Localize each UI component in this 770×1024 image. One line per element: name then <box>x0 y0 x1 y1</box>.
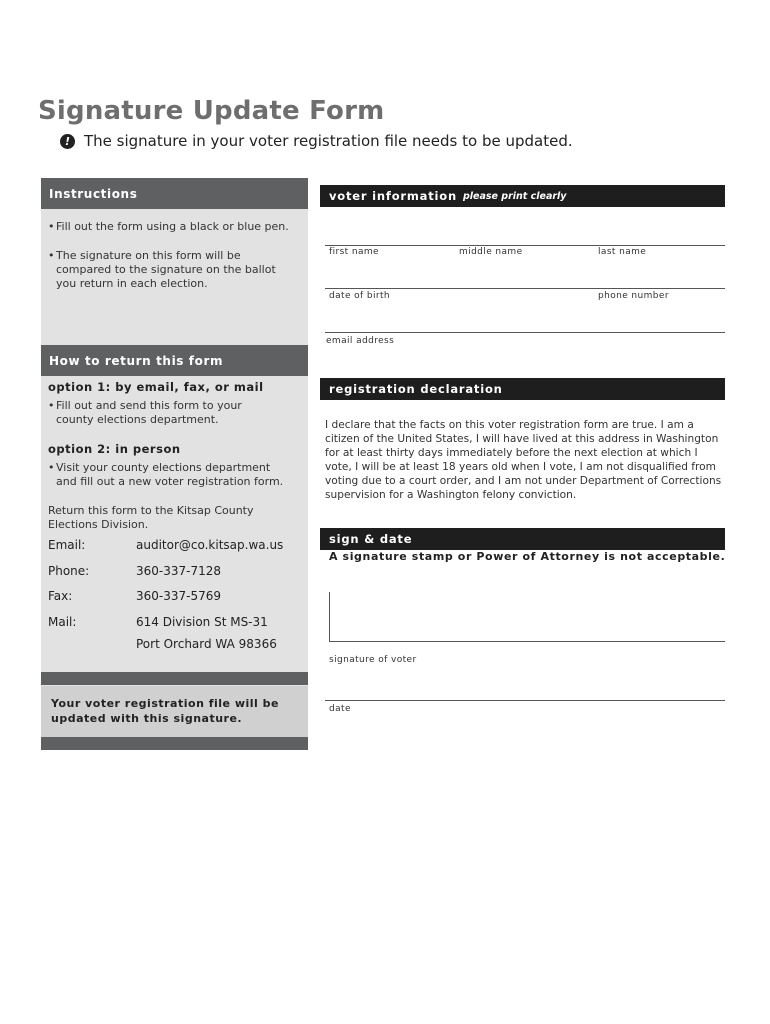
mail-label: Mail: <box>48 615 77 629</box>
option1-title: option 1: by email, fax, or mail <box>48 380 264 394</box>
option2-title: option 2: in person <box>48 442 181 456</box>
how-to-return-header: How to return this form <box>41 345 308 376</box>
instructions-panel <box>41 178 308 750</box>
instructions-header: Instructions <box>41 178 308 209</box>
name-line[interactable] <box>325 245 725 246</box>
exclamation-icon: ! <box>60 134 75 149</box>
page-title: Signature Update Form <box>38 96 385 126</box>
signature-box-edge <box>329 592 330 642</box>
date-label: date <box>329 704 351 714</box>
email-value: auditor@co.kitsap.wa.us <box>136 538 284 552</box>
mail-value: 614 Division St MS-31 Port Orchard WA 98366 <box>136 615 277 651</box>
last-name-label: last name <box>598 247 647 257</box>
alert-row <box>60 132 573 150</box>
email-address-label: email address <box>326 336 395 346</box>
phone-value: 360-337-7128 <box>136 564 222 578</box>
email-label: Email: <box>48 538 86 552</box>
signature-warning: A signature stamp or Power of Attorney is not acceptable. <box>329 550 726 563</box>
signature-line[interactable] <box>329 641 725 642</box>
voter-information-header: voter information please print clearly <box>320 185 725 207</box>
divider-bar <box>41 672 308 685</box>
update-note: Your voter registration file will be updated with this signature. <box>41 686 308 737</box>
instruction-bullet-2: • The signature on this form will be compared to the signature on the ballot you return in each election. <box>48 249 276 290</box>
fax-label: Fax: <box>48 589 73 603</box>
date-of-birth-label: date of birth <box>329 291 391 301</box>
signature-label: signature of voter <box>329 655 417 665</box>
birth-phone-line[interactable] <box>325 288 725 289</box>
sign-date-header: sign & date <box>320 528 725 550</box>
phone-number-label: phone number <box>598 291 669 301</box>
phone-label: Phone: <box>48 564 90 578</box>
registration-declaration-header: registration declaration <box>320 378 725 400</box>
alert-text: The signature in your voter registration file needs to be updated. <box>84 132 573 150</box>
return-instructions: Return this form to the Kitsap County Elections Division. <box>48 504 254 531</box>
middle-name-label: middle name <box>459 247 523 257</box>
instruction-bullet-1: • Fill out the form using a black or blue pen. <box>48 220 289 233</box>
declaration-text: I declare that the facts on this voter registration form are true. I am a citizen of the United States, I will have lived at this address in Washington for at least thirty days immediately before the next election at which I vote, I will be at least 18 years old when I vote, I am not disqualified from voting due to a court order, and I am not under Department of Corrections supervision for a Washington felony conviction. <box>325 419 722 501</box>
option1-text: • Fill out and send this form to your county elections department. <box>48 399 242 426</box>
bottom-bar <box>41 737 308 750</box>
email-line[interactable] <box>325 332 725 333</box>
first-name-label: first name <box>329 247 379 257</box>
date-line[interactable] <box>325 700 725 701</box>
option2-text: • Visit your county elections department and fill out a new voter registration form. <box>48 461 284 488</box>
fax-value: 360-337-5769 <box>136 589 222 603</box>
